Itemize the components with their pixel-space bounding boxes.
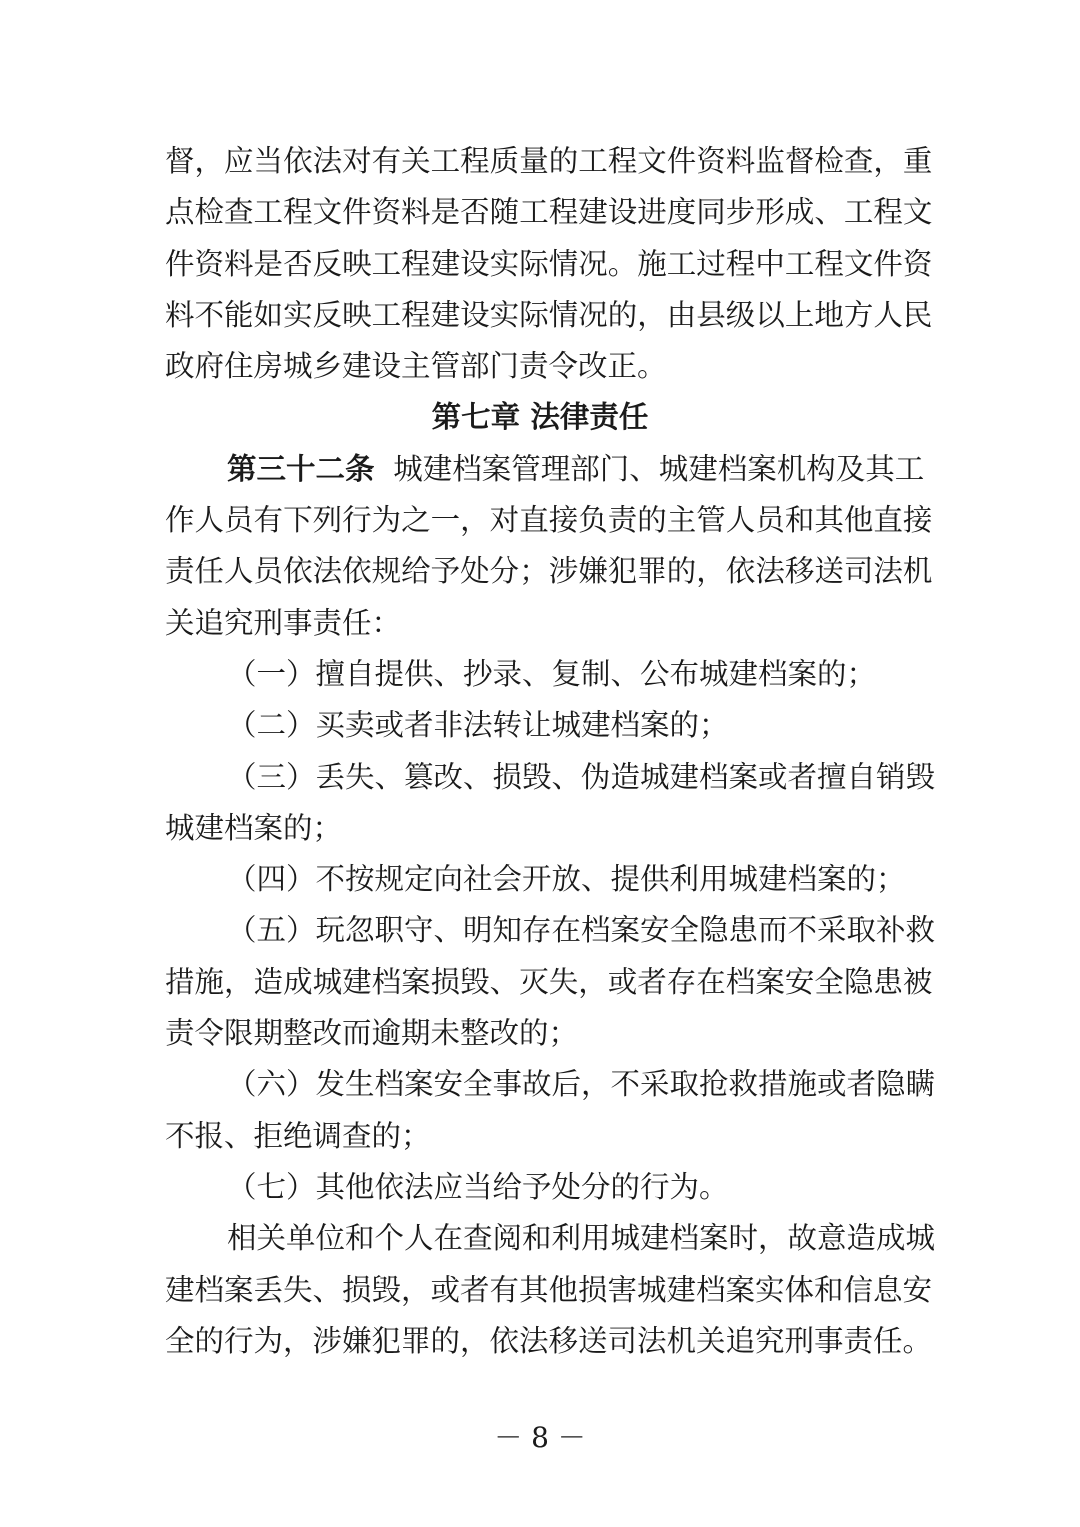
paragraph-line: 料 不 能 如 实 反 映 工 程 建 设 实 际 情 况 的 ， 由 县 级 以 上 地 方 人 民 <box>165 297 933 332</box>
article-first-line <box>165 444 925 495</box>
paragraph-line: 点 检 查 工 程 文 件 资 料 是 否 随 工 程 建 设 进 度 同 步 形 成 、 工 程 文 <box>165 195 933 230</box>
chapter-heading: 第七章 法律责任 <box>431 400 649 435</box>
list-item: （三）丢失、篡改、损毁、伪造城建档案或者擅自销毁 <box>227 759 936 794</box>
list-item-continuation: 不报、拒绝调查的； <box>165 1118 431 1153</box>
list-item: （五）玩忽职守、明知存在档案安全隐患而不采取补救 <box>227 913 936 948</box>
list-item-continuation: 责令限期整改而逾期未整改的； <box>165 1016 579 1051</box>
document-page <box>165 136 936 1367</box>
list-item: （六）发生档案安全事故后，不采取抢救措施或者隐瞒 <box>227 1067 936 1102</box>
closing-paragraph-line: 相关单位和个人在查阅和利用城建档案时，故意造成城 <box>227 1221 936 1256</box>
list-item: （四）不按规定向社会开放、提供利用城建档案的； <box>227 862 906 897</box>
article-line: 作 人 员 有 下 列 行 为 之 一 ， 对 直 接 负 责 的 主 管 人 员 和 其 他 直 接 <box>165 503 933 538</box>
page-number: － 8 － <box>494 1421 586 1454</box>
paragraph-line: 件 资 料 是 否 反 映 工 程 建 设 实 际 情 况 。 施 工 过 程 中 工 程 文 件 资 <box>165 246 933 281</box>
article-line: 关追究刑事责任： <box>165 605 402 640</box>
closing-paragraph-line: 全的行为，涉嫌犯罪的，依法移送司法机关追究刑事责任。 <box>165 1323 933 1358</box>
document-body <box>165 136 936 1367</box>
list-item: （一）擅自提供、抄录、复制、公布城建档案的； <box>227 656 877 691</box>
article-line: 责 任 人 员 依 法 依 规 给 予 处 分 ； 涉 嫌 犯 罪 的 ， 依 法 移 送 司 法 机 <box>165 554 933 589</box>
list-item-continuation: 城建档案的； <box>165 810 343 845</box>
paragraph-line: 督 ， 应 当 依 法 对 有 关 工 程 质 量 的 工 程 文 件 资 料 监 督 检 查 ， 重 <box>165 144 933 178</box>
article-label: 第三十二条 <box>227 451 375 486</box>
closing-paragraph-line: 建档案丢失、损毁，或者有其他损害城建档案实体和信息安 <box>165 1272 933 1307</box>
article-text: 城建档案管理部门、城建档案机构及其工 <box>393 451 925 486</box>
paragraph-line: 政府住房城乡建设主管部门责令改正。 <box>165 349 667 384</box>
list-item: （二）买卖或者非法转让城建档案的； <box>227 708 729 743</box>
list-item: （七）其他依法应当给予处分的行为。 <box>227 1169 729 1204</box>
list-item-continuation: 措 施 ， 造 成 城 建 档 案 损 毁 、 灭 失 ， 或 者 存 在 档 案 安 全 隐 患 被 <box>165 964 933 999</box>
